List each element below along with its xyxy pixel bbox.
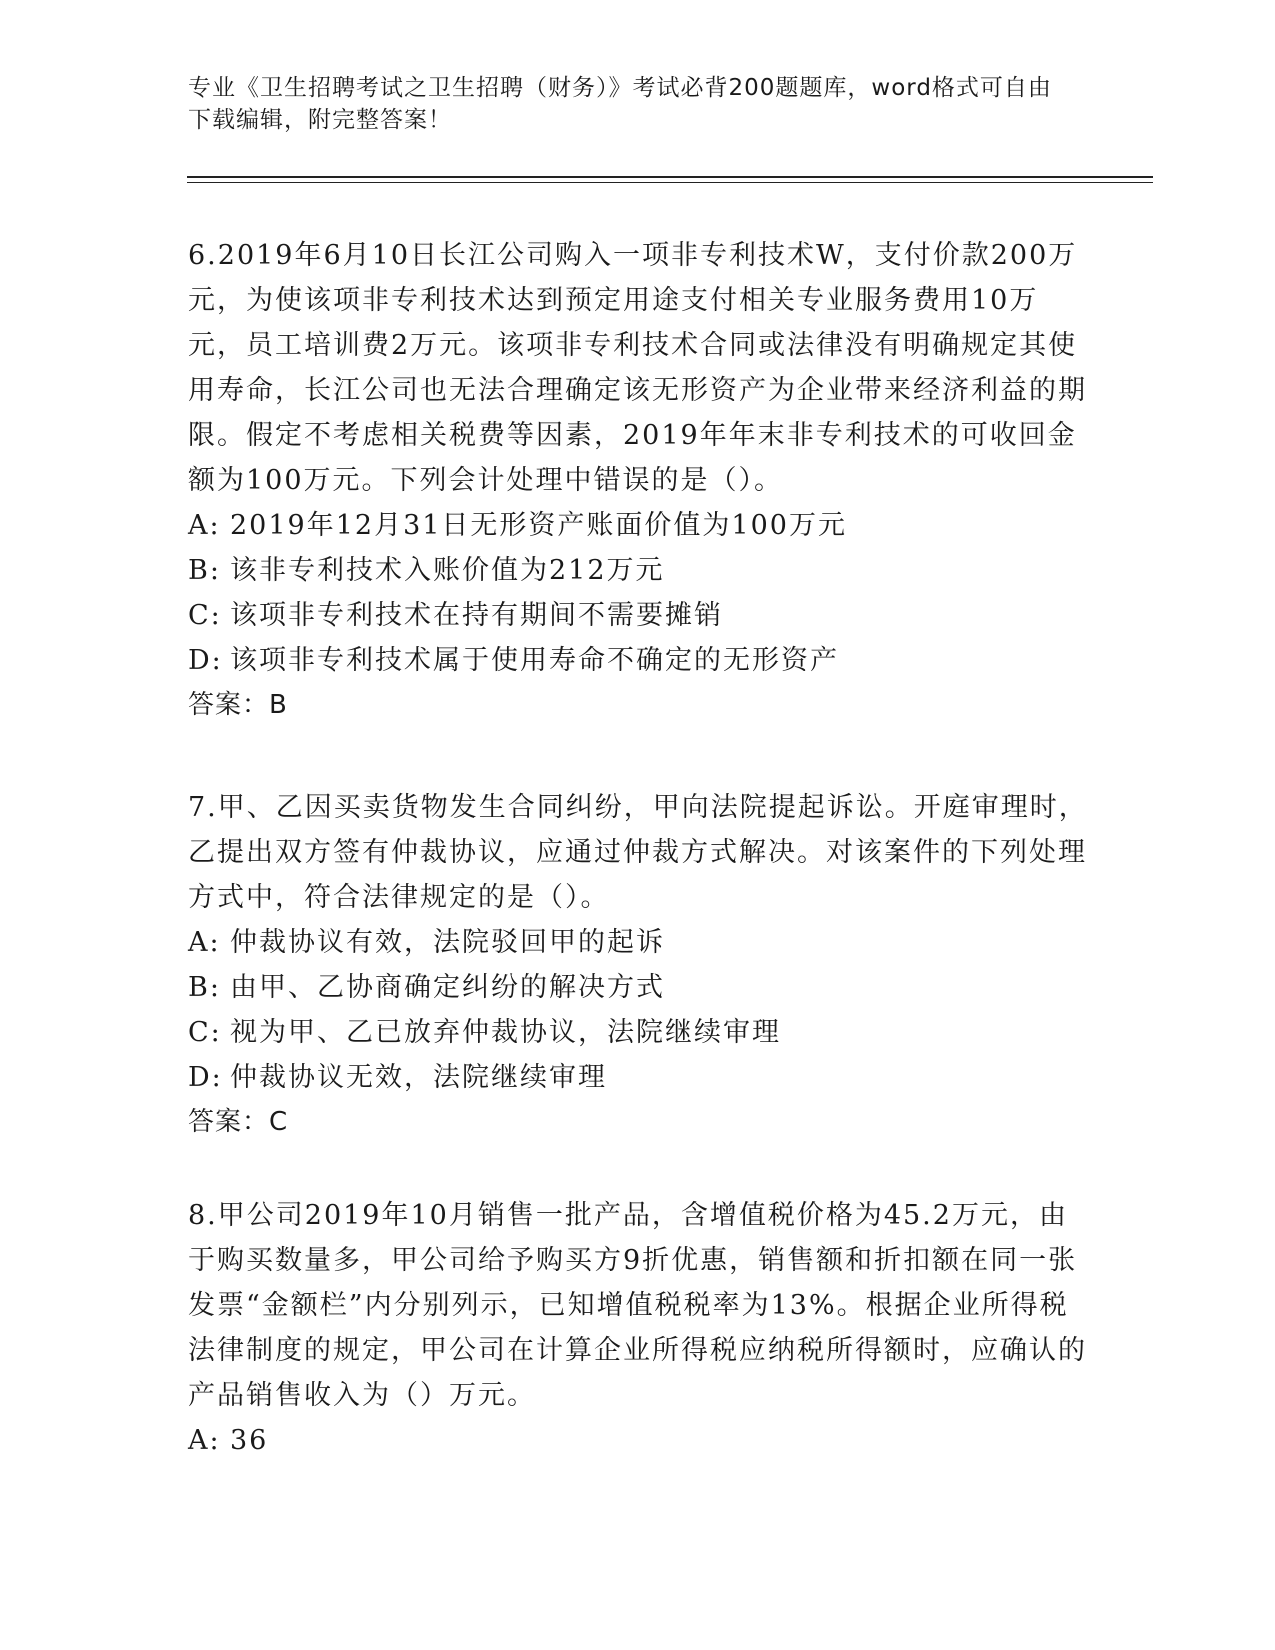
answer-line: 答案：B [188,690,288,720]
option-b [188,965,1093,1010]
option-key: D: [188,1062,223,1093]
option-a [188,1418,1093,1463]
option-c [188,1010,1093,1055]
question-7 [188,785,1093,1145]
option-text: 该项非专利技术在持有期间不需要摊销 [230,600,723,631]
header-divider-thin [187,182,1153,183]
option-text: 36 [230,1425,269,1456]
option-key: D: [188,645,223,676]
header-divider [187,176,1153,178]
answer-line: 答案：C [188,1107,289,1137]
document-header: 专业《卫生招聘考试之卫生招聘（财务）》考试必背200题题库，word格式可自由下载编辑，附完整答案！ [188,75,1052,133]
option-a [188,503,1093,548]
question-stem: 8.甲公司2019年10月销售一批产品，含增值税价格为45.2万元，由于购买数量多，甲公司给予购买方9折优惠，销售额和折扣额在同一张发票“金额栏”内分别列示，已知增值税税率为13%。根据企业所得税法律制度的规定，甲公司在计算企业所得税应纳税所得额时，应确认的产品销售收入为（）万元。 [188,1200,1087,1411]
question-stem: 6.2019年6月10日长江公司购入一项非专利技术W，支付价款200万元，为使该项非专利技术达到预定用途支付相关专业服务费用10万元，员工培训费2万元。该项非专利技术合同或法律没有明确规定其使用寿命，长江公司也无法合理确定该无形资产为企业带来经济利益的期限。假定不考虑相关税费等因素，2019年年末非专利技术的可收回金额为100万元。下列会计处理中错误的是（）。 [188,240,1087,496]
option-b [188,548,1093,593]
option-text: 由甲、乙协商确定纠纷的解决方式 [230,972,665,1003]
option-key: B: [188,555,221,586]
option-d [188,638,1093,683]
option-text: 仲裁协议无效，法院继续审理 [230,1062,607,1093]
option-text: 视为甲、乙已放弃仲裁协议，法院继续审理 [230,1017,781,1048]
question-6 [188,233,1093,728]
question-8 [188,1193,1093,1463]
option-a [188,920,1093,965]
option-c [188,593,1093,638]
option-key: A: [188,510,221,541]
option-text: 该非专利技术入账价值为212万元 [230,555,665,586]
option-key: A: [188,927,221,958]
option-key: A: [188,1425,221,1456]
option-text: 该项非专利技术属于使用寿命不确定的无形资产 [230,645,839,676]
option-d [188,1055,1093,1100]
option-key: B: [188,972,221,1003]
question-stem: 7.甲、乙因买卖货物发生合同纠纷，甲向法院提起诉讼。开庭审理时，乙提出双方签有仲裁协议，应通过仲裁方式解决。对该案件的下列处理方式中，符合法律规定的是（）。 [188,792,1088,913]
option-text: 2019年12月31日无形资产账面价值为100万元 [230,510,847,541]
option-text: 仲裁协议有效，法院驳回甲的起诉 [230,927,665,958]
option-key: C: [188,600,222,631]
option-key: C: [188,1017,222,1048]
